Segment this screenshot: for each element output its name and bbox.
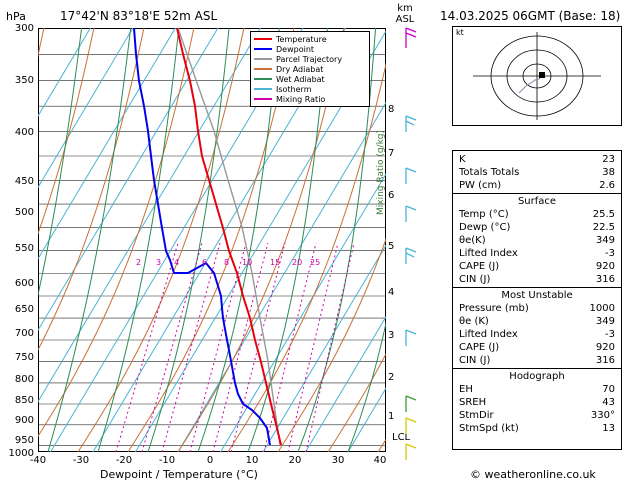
mixing-ratio-value: 15 [270, 258, 281, 267]
index-row [453, 341, 621, 354]
index-row [453, 396, 621, 409]
lcl-label: LCL [392, 432, 411, 443]
hodograph-panel [452, 26, 622, 126]
index-value: 316 [595, 355, 615, 366]
mixing-ratio-value: 3 [156, 258, 162, 267]
temperature-tick: -30 [72, 455, 90, 466]
temperature-tick: -40 [29, 455, 47, 466]
mixing-ratio-value: 10 [242, 258, 253, 267]
index-row [453, 221, 621, 234]
legend-item [254, 74, 366, 84]
height-axis-unit-asl: ASL [395, 14, 415, 25]
index-value: 22.5 [592, 222, 615, 233]
index-value: 25.5 [592, 209, 615, 220]
height-tick: 6 [388, 190, 395, 201]
legend-swatch-dry-adiabat [254, 68, 272, 70]
wind-barb [406, 444, 416, 460]
index-value: 1000 [589, 303, 615, 314]
pressure-tick: 600 [14, 278, 34, 289]
legend-item [254, 54, 366, 64]
index-key: CIN (J) [459, 355, 491, 366]
wind-barb [406, 28, 416, 48]
mixing-ratio-value: 25 [310, 258, 321, 267]
legend-item [254, 94, 366, 104]
index-key: StmDir [459, 410, 494, 421]
pressure-tick: 650 [14, 304, 34, 315]
index-row [453, 247, 621, 260]
index-value: -3 [605, 248, 615, 259]
pressure-tick: 350 [14, 75, 34, 86]
legend-label: Dewpoint [276, 44, 315, 54]
wind-barb [406, 248, 416, 264]
legend-item [254, 34, 366, 44]
mixing-ratio-value: 2 [136, 258, 142, 267]
index-value: 920 [595, 342, 615, 353]
index-key: Lifted Index [459, 329, 518, 340]
mixing-ratio-value: 4 [174, 258, 180, 267]
height-tick: 1 [388, 411, 395, 422]
index-key: K [459, 154, 466, 165]
index-key: Totals Totals [459, 167, 520, 178]
legend-swatch-temperature [254, 38, 272, 40]
index-row [453, 409, 621, 422]
legend-label: Temperature [276, 34, 327, 44]
index-key: θe(K) [459, 235, 486, 246]
wind-barb [406, 206, 416, 222]
mixing-ratio-lines [116, 243, 354, 452]
legend-swatch-isotherm [254, 88, 272, 90]
hodograph-section-title: Hodograph [453, 368, 621, 383]
index-key: Temp (°C) [459, 209, 509, 220]
height-tick: 8 [388, 104, 395, 115]
wind-barb [406, 418, 416, 434]
legend-swatch-dewpoint [254, 48, 272, 50]
index-row [453, 302, 621, 315]
wind-barb [406, 168, 416, 184]
pressure-tick: 450 [14, 176, 34, 187]
pressure-tick: 550 [14, 243, 34, 254]
run-datetime: 14.03.2025 06GMT (Base: 18) [440, 9, 621, 23]
index-key: Dewp (°C) [459, 222, 511, 233]
index-key: PW (cm) [459, 180, 502, 191]
index-value: 13 [602, 423, 615, 434]
index-key: SREH [459, 397, 487, 408]
pressure-axis-unit: hPa [6, 10, 26, 23]
index-value: 330° [590, 410, 615, 421]
temperature-tick: 20 [288, 455, 302, 466]
wind-barb [406, 396, 416, 412]
legend-item [254, 84, 366, 94]
pressure-tick: 900 [14, 415, 34, 426]
legend-swatch-wet-adiabat [254, 78, 272, 80]
pressure-tick: 850 [14, 395, 34, 406]
index-row [453, 208, 621, 221]
index-key: CAPE (J) [459, 342, 500, 353]
pressure-tick: 750 [14, 352, 34, 363]
legend [250, 31, 370, 107]
temperature-tick: 40 [373, 455, 387, 466]
pressure-tick: 1000 [8, 448, 34, 459]
index-key: CIN (J) [459, 274, 491, 285]
mixing-ratio-value: 6 [202, 258, 208, 267]
index-row [453, 273, 621, 286]
index-key: θe (K) [459, 316, 489, 327]
legend-swatch-mixing-ratio [254, 98, 272, 100]
pressure-tick: 950 [14, 435, 34, 446]
legend-item [254, 64, 366, 74]
wind-barb [406, 330, 416, 346]
height-axis-unit-km: km [397, 3, 413, 14]
legend-label: Wet Adiabat [276, 74, 325, 84]
index-key: CAPE (J) [459, 261, 500, 272]
copyright-notice: © weatheronline.co.uk [470, 468, 596, 481]
wind-barb-column [396, 20, 430, 460]
most-unstable-section-title: Most Unstable [453, 287, 621, 302]
index-row [453, 328, 621, 341]
index-value: 920 [595, 261, 615, 272]
hodograph-plot [453, 27, 621, 125]
index-row [453, 315, 621, 328]
index-value: 23 [602, 154, 615, 165]
index-row [453, 234, 621, 247]
legend-label: Dry Adiabat [276, 64, 324, 74]
pressure-tick: 300 [14, 23, 34, 34]
index-value: 316 [595, 274, 615, 285]
temperature-tick: 0 [206, 455, 214, 466]
index-row [453, 354, 621, 367]
index-key: EH [459, 384, 473, 395]
hodograph-unit-label: kt [456, 28, 464, 37]
pressure-tick: 500 [14, 207, 34, 218]
index-value: 38 [602, 167, 615, 178]
index-row [453, 153, 621, 166]
height-tick: 4 [388, 287, 395, 298]
x-axis-label: Dewpoint / Temperature (°C) [100, 468, 258, 481]
index-key: StmSpd (kt) [459, 423, 519, 434]
hodograph-storm-marker [539, 72, 545, 78]
station-title: 17°42'N 83°18'E 52m ASL [60, 9, 218, 23]
temperature-tick: -20 [115, 455, 133, 466]
index-row [453, 179, 621, 192]
mixing-ratio-value: 8 [224, 258, 230, 267]
index-value: 43 [602, 397, 615, 408]
mixing-ratio-value-row [38, 258, 386, 272]
mixing-ratio-axis-label: Mixing Ratio (g/kg) [376, 129, 386, 215]
pressure-tick: 800 [14, 374, 34, 385]
sounding-indices-panel [452, 150, 622, 450]
index-value: 349 [595, 235, 615, 246]
height-tick: 2 [388, 372, 395, 383]
index-key: Pressure (mb) [459, 303, 529, 314]
index-row [453, 383, 621, 396]
legend-item [254, 44, 366, 54]
height-tick: 7 [388, 148, 395, 159]
height-tick: 5 [388, 241, 395, 252]
index-row [453, 422, 621, 435]
surface-section-title: Surface [453, 193, 621, 208]
legend-label: Isotherm [276, 84, 312, 94]
mixing-ratio-value: 20 [292, 258, 303, 267]
index-key: Lifted Index [459, 248, 518, 259]
legend-label: Parcel Trajectory [276, 54, 343, 64]
temperature-tick: 30 [331, 455, 345, 466]
index-value: 349 [595, 316, 615, 327]
temperature-tick: 10 [245, 455, 259, 466]
legend-swatch-parcel [254, 58, 272, 60]
legend-label: Mixing Ratio [276, 94, 326, 104]
height-tick: 3 [388, 330, 395, 341]
pressure-tick: 700 [14, 328, 34, 339]
index-value: -3 [605, 329, 615, 340]
temperature-tick: -10 [158, 455, 176, 466]
wind-barb [406, 116, 416, 132]
index-row [453, 166, 621, 179]
index-value: 2.6 [599, 180, 615, 191]
pressure-tick: 400 [14, 127, 34, 138]
index-row [453, 260, 621, 273]
index-value: 70 [602, 384, 615, 395]
